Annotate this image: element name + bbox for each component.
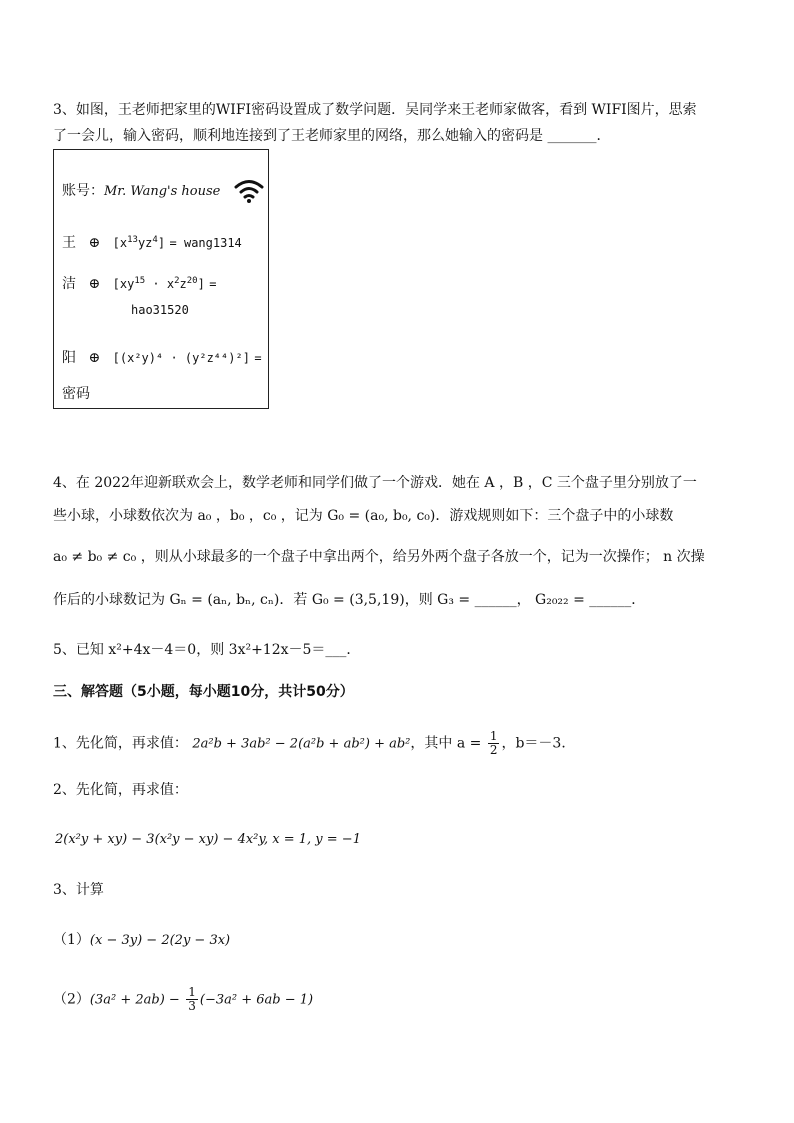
s3-p1-label: （1） xyxy=(53,932,90,948)
s3-part1 xyxy=(53,930,230,951)
row1-name: 王 xyxy=(62,235,76,251)
row3 xyxy=(62,347,262,367)
s1-tail: ，b＝－3． xyxy=(501,735,576,752)
op-symbol: ⊕ xyxy=(88,235,101,251)
row3-expr: [(x²y)⁴ · (y²z⁴⁴)²] xyxy=(112,351,250,365)
s3-prefix: 3、计算 xyxy=(53,882,104,898)
account-value: Mr. Wang's house xyxy=(104,184,221,199)
s2-prefix: 2、先化简，再求值： xyxy=(53,782,188,798)
s3-p1-expr: (x − 3y) − 2(2y − 3x) xyxy=(89,933,231,948)
q4-line1: 4、在 2022年迎新联欢会上，数学老师和同学们做了一个游戏．她在 A ，B ，C 三个盘子里分别放了一 xyxy=(53,475,697,491)
op-symbol: ⊕ xyxy=(88,350,101,366)
s3-p2-fraction: $\frac{1}{3}$ xyxy=(188,985,196,1013)
s3-p2-expr-a: (3a² + 2ab) − xyxy=(89,992,180,1008)
row3-result: 密码 xyxy=(62,386,90,402)
row2-result: hao31520 xyxy=(131,303,189,317)
row1-expr: $[x^{13}yz^4]$ xyxy=(112,235,166,250)
section-title: 三、解答题（5小题，每小题10分，共计50分） xyxy=(53,684,354,700)
s2-expr: 2(x²y + xy) − 3(x²y − xy) − 4x²y, x = 1, y = −1 xyxy=(55,832,361,847)
s1-line xyxy=(53,730,575,757)
q4-line4: 作后的小球数记为 Gₙ = (aₙ, bₙ, cₙ)．若 G₀ = (3,5,19)，则 G₃ = ______， G₂₀₂₂ = ______． xyxy=(53,592,646,608)
q3-line2: 了一会儿，输入密码，顺利地连接到了王老师家里的网络，那么她输入的密码是 _______． xyxy=(53,128,611,144)
row2-eq: = xyxy=(209,277,217,291)
s3-p2-expr-b: (−3a² + 6ab − 1) xyxy=(199,992,314,1008)
row2-expr: $[xy^{15} \cdot x^2z^{20}]$ xyxy=(112,276,205,291)
account-label: 账号： xyxy=(62,183,104,199)
row1-result: = wang1314 xyxy=(169,236,242,250)
s1-fraction: $\frac{1}{2}$ xyxy=(489,729,498,757)
row2-name: 洁 xyxy=(62,276,76,292)
op-symbol: ⊕ xyxy=(88,276,101,292)
q5-line: 5、已知 x²+4x－4＝0，则 3x²+12x－5＝___． xyxy=(53,642,361,658)
wifi-card xyxy=(53,149,269,409)
row3-name: 阳 xyxy=(62,350,76,366)
wifi-icon xyxy=(234,178,264,204)
s1-prefix: 1、先化简，再求值： xyxy=(53,735,188,752)
row1 xyxy=(62,232,242,252)
q3-line1: 3、如图，王老师把家里的WIFI密码设置成了数学问题．吴同学来王老师家做客，看到 WIFI图片，思索 xyxy=(53,102,697,118)
s3-part2 xyxy=(53,986,313,1013)
s1-mid: ，其中 a = xyxy=(410,735,482,752)
row3-eq: = xyxy=(254,351,262,365)
s3-p2-label: （2） xyxy=(53,991,90,1008)
s1-expr: 2a²b + 3ab² − 2(a²b + ab²) + ab² xyxy=(192,736,411,752)
q4-line2: 些小球，小球数依次为 a₀ ，b₀ ，c₀ ，记为 G₀ = (a₀, b₀, c₀)．游戏规则如下：三个盘子中的小球数 xyxy=(53,508,674,524)
row2 xyxy=(62,273,217,293)
wifi-account xyxy=(62,180,220,200)
q4-line3: a₀ ≠ b₀ ≠ c₀ ，则从小球最多的一个盘子中拿出两个，给另外两个盘子各放一个，记为一次操作； n 次操 xyxy=(53,549,705,565)
